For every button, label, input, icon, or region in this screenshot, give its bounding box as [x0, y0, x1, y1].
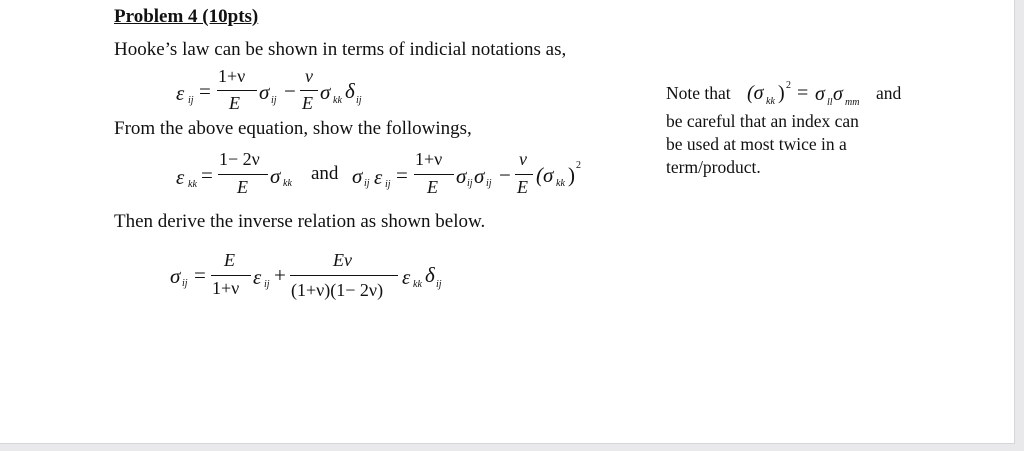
eq1-frac2-num: ν: [305, 66, 313, 86]
note-suffix: and: [876, 83, 902, 103]
eq1-sigma2: σ: [320, 80, 331, 104]
eq4-eps-sub: ij: [264, 279, 270, 290]
eq1-frac2-den: E: [302, 93, 313, 113]
eq4-plus: +: [274, 263, 286, 287]
eq3-frac1-den: E: [427, 177, 438, 197]
eq3-paren-close: ): [568, 163, 575, 187]
eq1-frac1-num: 1+ν: [218, 66, 246, 86]
eq1-sigma1-sub: ij: [271, 95, 277, 106]
derive-text: Then derive the inverse relation as shown below.: [114, 211, 486, 232]
eq3-minus: −: [499, 163, 511, 187]
note-eq-sigma1: σ: [815, 83, 825, 105]
eq3-eps: ε: [374, 165, 383, 189]
eq1-equals: =: [199, 79, 211, 103]
eq2-lhs: ε: [176, 165, 185, 189]
eq2-frac-num: 1− 2ν: [219, 149, 260, 169]
note-eq-sigma2-sub: mm: [845, 97, 860, 108]
eq4-lhs: σ: [170, 264, 181, 288]
eq3-sigma2: σ: [474, 164, 485, 188]
eq3-frac1-bar: [414, 174, 454, 175]
note-eq-sigma1-sub: ll: [827, 97, 833, 108]
eq3-eps-sub: ij: [385, 179, 391, 190]
eq2-equals: =: [201, 163, 213, 187]
eq3-frac2-bar: [515, 174, 533, 175]
note-eq-sigma2: σ: [833, 83, 843, 105]
eq1-sigma1: σ: [259, 80, 270, 104]
note-eq-paren-sub: kk: [766, 96, 775, 107]
eq4-delta: δ: [425, 263, 435, 287]
eq4-eps: ε: [253, 265, 262, 289]
eq1-delta-sub: ij: [356, 95, 362, 106]
eq1-minus: −: [284, 79, 296, 103]
note-line-4: term/product.: [666, 157, 761, 177]
eq3-sigma: σ: [352, 164, 363, 188]
eq3-equals: =: [396, 163, 408, 187]
intro-text: Hooke’s law can be shown in terms of indicial notations as,: [114, 39, 567, 60]
eq4-eps2-sub: kk: [413, 279, 422, 290]
eq4-equals: =: [194, 263, 206, 287]
eq1-frac2-bar: [300, 90, 318, 91]
eq3-sup: 2: [576, 160, 581, 171]
problem-title: Problem 4 (10pts): [114, 6, 259, 27]
eq3-frac2-num: ν: [519, 149, 527, 169]
note-line-3: be used at most twice in a: [666, 134, 847, 154]
eq3-paren-sigma: (σ: [536, 163, 554, 187]
eq1-delta: δ: [345, 79, 355, 103]
eq4-delta-sub: ij: [436, 279, 442, 290]
eq3-sigma1: σ: [456, 164, 467, 188]
eq4-frac1-num: E: [224, 250, 235, 270]
note-eq-paren-sigma: (σ: [747, 82, 764, 104]
eq4-lhs-sub: ij: [182, 278, 188, 289]
eq3-frac1-num: 1+ν: [415, 149, 443, 169]
eq3-frac2-den: E: [517, 177, 528, 197]
eq4-frac1-bar: [211, 275, 251, 276]
eq2-frac-den: E: [237, 177, 248, 197]
eq4-frac2-den: (1+ν)(1− 2ν): [291, 280, 384, 300]
eq1-lhs-sub: ij: [188, 95, 194, 106]
from-above-text: From the above equation, show the followings,: [114, 118, 472, 139]
eq3-sigma2-sub: ij: [486, 178, 492, 189]
note-eq-paren-close: ): [778, 82, 785, 104]
eq3-paren-sub: kk: [556, 178, 565, 189]
eq2-lhs-sub: kk: [188, 179, 197, 190]
eq1-frac1-bar: [217, 90, 257, 91]
eq1-lhs: ε: [176, 81, 185, 105]
eq2-and: and: [311, 163, 339, 184]
note-line-2: be careful that an index can: [666, 111, 859, 131]
eq4-frac2-num: Eν: [333, 250, 352, 270]
eq1-frac1-den: E: [229, 93, 240, 113]
eq4-eps2: ε: [402, 265, 411, 289]
eq2-frac-bar: [218, 174, 268, 175]
note-eq-equals: =: [797, 82, 809, 104]
eq1-sigma2-sub: kk: [333, 95, 342, 106]
eq4-frac2-bar: [290, 275, 398, 276]
eq2-sigma: σ: [270, 164, 281, 188]
eq4-frac1-den: 1+ν: [212, 278, 240, 298]
note-prefix: Note that: [666, 83, 731, 103]
note-eq-sup: 2: [786, 80, 791, 91]
eq2-sigma-sub: kk: [283, 178, 292, 189]
eq3-sigma-sub: ij: [364, 178, 370, 189]
eq3-sigma1-sub: ij: [467, 178, 473, 189]
